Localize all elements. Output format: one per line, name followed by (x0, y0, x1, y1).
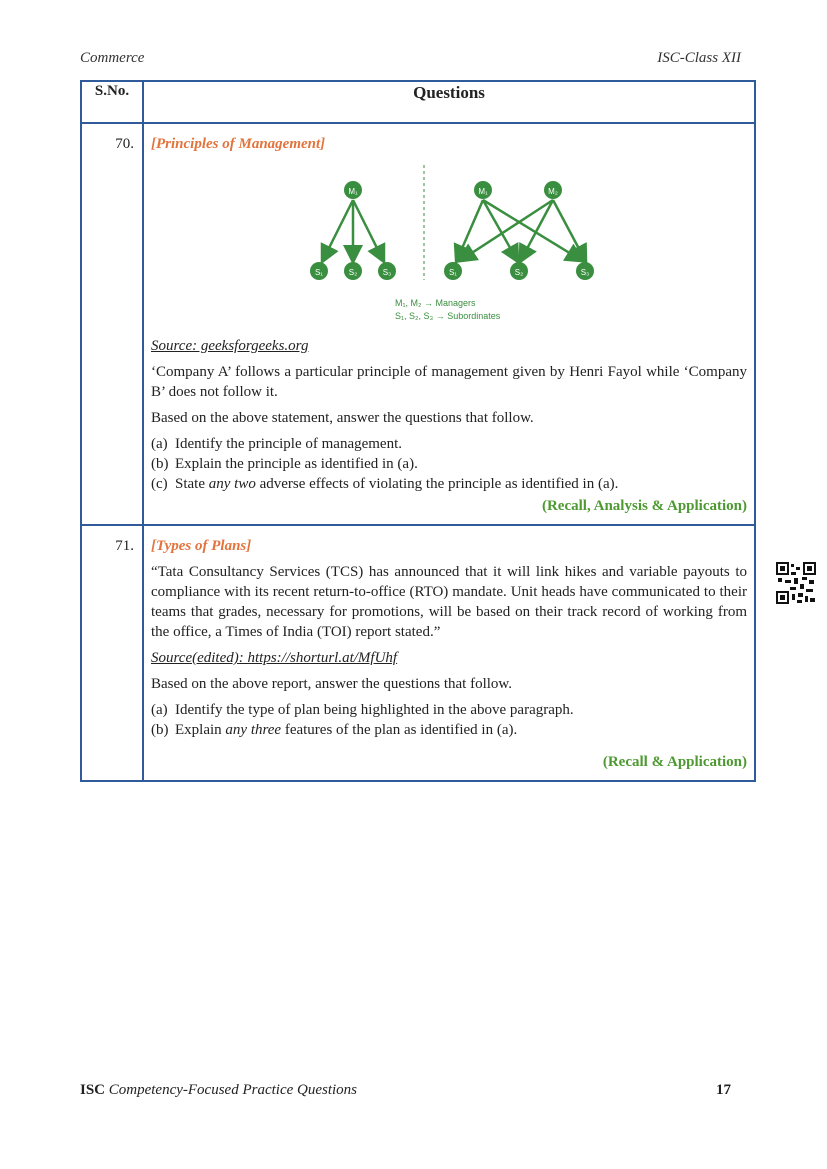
sub-question-b (151, 720, 747, 740)
sub-text: Explain the principle as identified in (a). (175, 456, 418, 472)
scalar-chain-diagram (151, 160, 747, 330)
legend-subordinates: S₁, S₂, S₃ → Subordinates (395, 311, 501, 320)
questions-table (80, 80, 756, 782)
arrow (553, 200, 585, 260)
question-source: Source(edited): https://shorturl.at/MfUhf (151, 650, 398, 666)
node-label: M₁ (348, 187, 358, 196)
col-questions-header: Questions (143, 81, 755, 123)
node-label: M₁ (478, 187, 488, 196)
sub-label: (b) (151, 456, 169, 472)
sub-label: (a) (151, 702, 168, 718)
question-body (143, 123, 755, 525)
footer-text: Competency-Focused Practice Questions (108, 1082, 358, 1098)
sub-question-a (151, 700, 747, 720)
node-label: S₃ (580, 268, 590, 277)
question-statement: ‘Company A’ follows a particular principle of management given by Henri Fayol while ‘Company B’ does not follow it. (151, 364, 747, 400)
footer-title (80, 1082, 357, 1099)
question-quote: “Tata Consultancy Services (TCS) has announced that it will link hikes and variable payouts to compliance with its recent return-to-office (RTO) mandate. Unit heads have communicated to their teams that grades, necessary for promotions, will be based on their track record of working from the office, a Times of India (TOI) report stated.” (151, 564, 747, 640)
sub-text: Identify the type of plan being highlighted in the above paragraph. (175, 702, 574, 718)
arrow (353, 200, 383, 260)
diagram-svg (301, 160, 601, 320)
sub-label: (a) (151, 436, 168, 452)
sub-emphasis: any two (208, 476, 256, 492)
header-class: ISC-Class XII (657, 50, 741, 66)
legend-managers: M₁, M₂ → Managers (395, 298, 476, 308)
sub-label: (c) (151, 476, 168, 492)
page-number: 17 (716, 1082, 731, 1098)
question-number: 71. (81, 525, 143, 781)
node-label: M₂ (548, 187, 558, 196)
table-header-row (81, 81, 755, 123)
node-label: S₂ (514, 268, 524, 277)
sub-text: features of the plan as identified in (a). (281, 722, 518, 738)
header-subject: Commerce (80, 50, 145, 66)
node-label: S₁ (448, 268, 458, 277)
question-source: Source: geeksforgeeks.org (151, 338, 309, 354)
sub-question-b (151, 454, 747, 474)
sub-text: adverse effects of violating the principle as identified in (a). (255, 476, 619, 492)
node-label: S₂ (348, 268, 358, 277)
sub-text: Identify the principle of management. (175, 436, 402, 452)
sub-text: State (175, 476, 209, 492)
node-label: S₁ (314, 268, 324, 277)
competency-tag: (Recall & Application) (602, 754, 747, 770)
arrow (457, 200, 483, 260)
question-body (143, 525, 755, 781)
sub-question-c (151, 474, 747, 494)
sub-emphasis: any three (225, 722, 282, 738)
question-row-71 (81, 525, 755, 781)
question-topic: [Principles of Management] (151, 136, 326, 152)
competency-tag: (Recall, Analysis & Application) (541, 498, 747, 514)
node-label: S₃ (382, 268, 392, 277)
arrow (461, 200, 553, 260)
qr-code-icon[interactable] (776, 562, 816, 604)
question-topic: [Types of Plans] (151, 538, 252, 554)
footer-board: ISC (80, 1082, 106, 1098)
arrow (323, 200, 353, 260)
question-row-70 (81, 123, 755, 525)
col-sno-header: S.No. (81, 81, 143, 123)
arrow (483, 200, 581, 260)
question-prompt: Based on the above report, answer the questions that follow. (151, 676, 513, 692)
sub-question-a (151, 434, 747, 454)
sub-label: (b) (151, 722, 169, 738)
question-number: 70. (81, 123, 143, 525)
sub-text: Explain (175, 722, 226, 738)
question-prompt: Based on the above statement, answer the questions that follow. (151, 410, 534, 426)
